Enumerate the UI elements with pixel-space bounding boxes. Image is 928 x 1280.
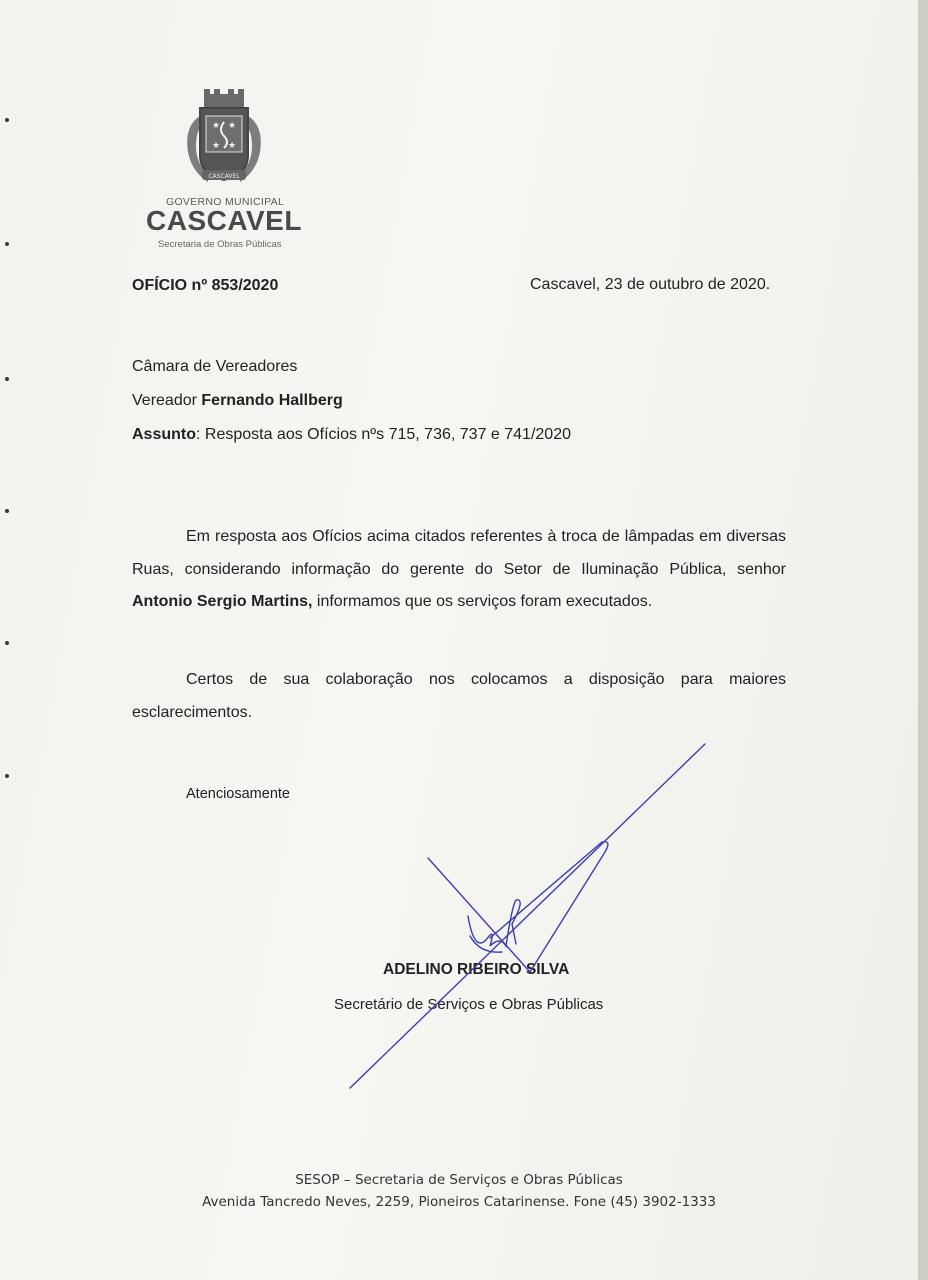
punch-mark bbox=[5, 118, 9, 122]
svg-text:★: ★ bbox=[212, 121, 221, 131]
punch-mark bbox=[5, 509, 9, 513]
handwritten-signature bbox=[340, 740, 720, 1100]
signatory-name: ADELINO RIBEIRO SILVA bbox=[383, 961, 570, 978]
subject-line bbox=[132, 426, 571, 444]
svg-text:★: ★ bbox=[212, 141, 221, 151]
recipient-institution: Câmara de Vereadores bbox=[132, 358, 298, 375]
svg-text:★: ★ bbox=[228, 121, 237, 131]
footer-line-1: SESOP – Secretaria de Serviços e Obras Públicas bbox=[295, 1172, 623, 1188]
department-name: Secretaria de Obras Públicas bbox=[158, 239, 282, 250]
punch-mark bbox=[5, 774, 9, 778]
body-paragraph-2: Certos de sua colaboração nos colocamos a disposição para maiores esclarecimentos. bbox=[132, 671, 786, 721]
punch-mark bbox=[5, 641, 9, 645]
body-paragraph-1 bbox=[132, 521, 786, 619]
punch-mark bbox=[5, 377, 9, 381]
city-name: CASCAVEL bbox=[146, 205, 302, 236]
crest-banner-text: CASCAVEL bbox=[208, 173, 240, 180]
recipient-title: Vereador bbox=[132, 392, 202, 409]
subject-label: Assunto bbox=[132, 426, 196, 443]
recipient-person: Fernando Hallberg bbox=[201, 392, 343, 409]
subject-text: : Resposta aos Ofícios nºs 715, 736, 737 e 741/2020 bbox=[196, 426, 571, 443]
punch-mark bbox=[5, 242, 9, 246]
svg-text:★: ★ bbox=[228, 141, 237, 151]
manager-name: Antonio Sergio Martins, bbox=[132, 593, 313, 610]
background-edge bbox=[918, 0, 928, 1280]
paragraph-text: informamos que os serviços foram executados. bbox=[312, 593, 653, 610]
recipient-name bbox=[132, 392, 343, 410]
closing-salutation: Atenciosamente bbox=[186, 786, 290, 802]
footer-line-2: Avenida Tancredo Neves, 2259, Pioneiros Catarinense. Fone (45) 3902-1333 bbox=[202, 1194, 716, 1210]
letter-date: Cascavel, 23 de outubro de 2020. bbox=[530, 276, 771, 293]
oficio-number: OFÍCIO nº 853/2020 bbox=[132, 277, 279, 294]
paragraph-text: Em resposta aos Ofícios acima citados referentes à troca de lâmpadas em diversas Ruas, considerando informação do gerente do Setor de Iluminação Pública, senhor bbox=[132, 528, 786, 578]
signatory-role: Secretário de Serviços e Obras Públicas bbox=[334, 996, 604, 1013]
government-label: GOVERNO MUNICIPAL bbox=[166, 196, 285, 208]
city-crest-logo bbox=[178, 86, 270, 190]
